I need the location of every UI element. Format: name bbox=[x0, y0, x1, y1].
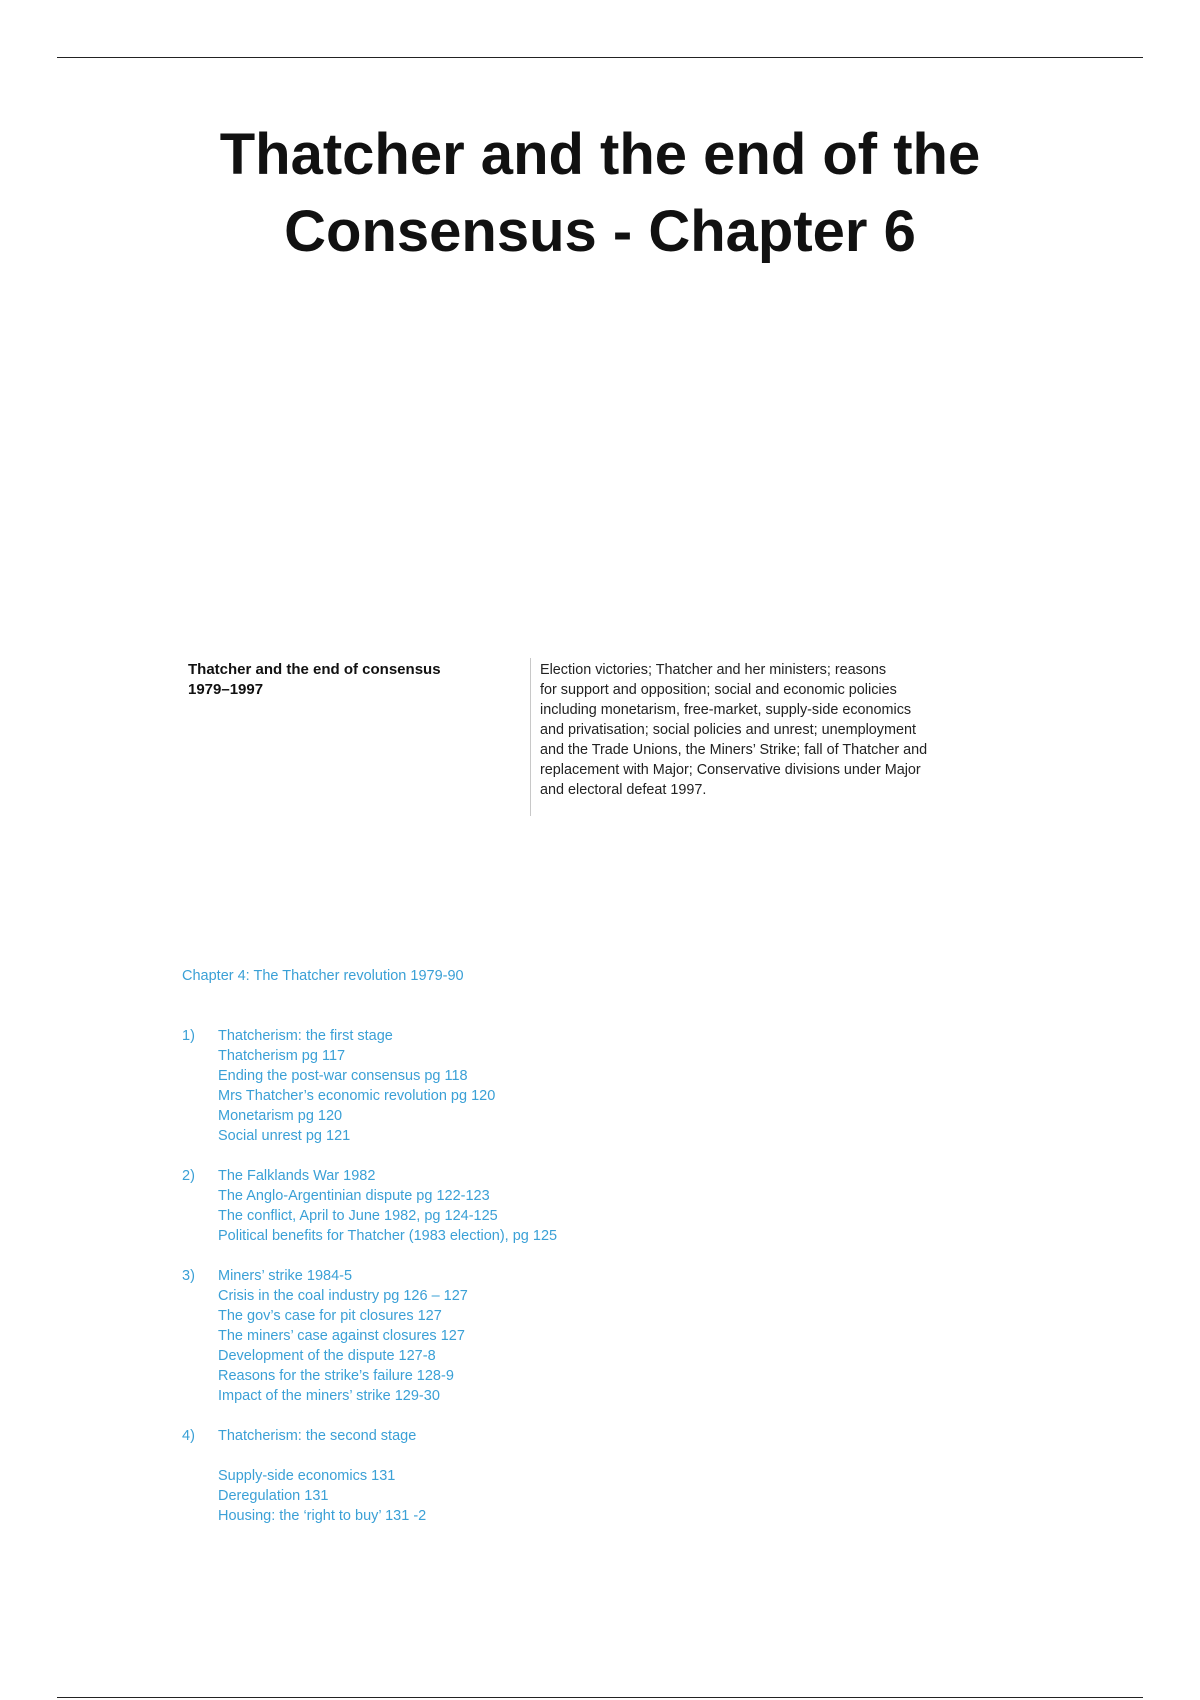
toc-item: Thatcherism pg 117 bbox=[218, 1048, 346, 1064]
toc-item: Development of the dispute 127-8 bbox=[218, 1348, 436, 1364]
toc-item: Political benefits for Thatcher (1983 election), pg 125 bbox=[218, 1228, 558, 1244]
toc-item: Impact of the miners’ strike 129-30 bbox=[218, 1388, 440, 1404]
spec-desc-line: and the Trade Unions, the Miners’ Strike; fall of Thatcher and bbox=[540, 742, 928, 758]
toc-item: Monetarism pg 120 bbox=[218, 1108, 343, 1124]
top-rule bbox=[57, 57, 1143, 58]
page-title bbox=[0, 116, 1200, 270]
title-line-1: Thatcher and the end of the bbox=[219, 122, 981, 187]
section-title: The Falklands War 1982 bbox=[218, 1168, 376, 1184]
spec-desc-line: Election victories; Thatcher and her ministers; reasons bbox=[540, 662, 887, 678]
section-number: 3) bbox=[182, 1268, 195, 1284]
toc-section-1 bbox=[182, 1026, 882, 1146]
toc-item: Mrs Thatcher’s economic revolution pg 120 bbox=[218, 1088, 496, 1104]
toc-item: Supply-side economics 131 bbox=[218, 1468, 396, 1484]
toc-section-4 bbox=[182, 1426, 882, 1526]
specification-table bbox=[186, 658, 1006, 818]
table-of-contents bbox=[182, 966, 882, 1546]
spec-description bbox=[540, 660, 1000, 800]
section-title: Miners’ strike 1984-5 bbox=[218, 1268, 353, 1284]
section-title: Thatcherism: the second stage bbox=[218, 1428, 417, 1444]
spec-desc-line: replacement with Major; Conservative divisions under Major bbox=[540, 762, 921, 778]
toc-item: Reasons for the strike’s failure 128-9 bbox=[218, 1368, 454, 1384]
toc-item: The Anglo-Argentinian dispute pg 122-123 bbox=[218, 1188, 490, 1204]
section-title: Thatcherism: the first stage bbox=[218, 1028, 393, 1044]
spec-topic bbox=[188, 660, 508, 700]
toc-item: The conflict, April to June 1982, pg 124-125 bbox=[218, 1208, 498, 1224]
section-number: 2) bbox=[182, 1168, 195, 1184]
title-line-2: Consensus - Chapter 6 bbox=[284, 199, 916, 264]
spec-desc-line: and electoral defeat 1997. bbox=[540, 782, 707, 798]
toc-item: Crisis in the coal industry pg 126 – 127 bbox=[218, 1288, 468, 1304]
toc-heading: Chapter 4: The Thatcher revolution 1979-90 bbox=[182, 968, 464, 984]
spec-desc-line: including monetarism, free-market, supply-side economics bbox=[540, 702, 912, 718]
toc-item: Social unrest pg 121 bbox=[218, 1128, 351, 1144]
toc-item: Housing: the ‘right to buy’ 131 -2 bbox=[218, 1508, 427, 1524]
spec-desc-line: for support and opposition; social and economic policies bbox=[540, 682, 897, 698]
toc-item: The miners’ case against closures 127 bbox=[218, 1328, 465, 1344]
toc-item: Ending the post-war consensus pg 118 bbox=[218, 1068, 468, 1084]
section-number: 1) bbox=[182, 1028, 195, 1044]
toc-section-2 bbox=[182, 1166, 882, 1246]
section-number: 4) bbox=[182, 1428, 195, 1444]
toc-section-3 bbox=[182, 1266, 882, 1406]
bottom-rule bbox=[57, 1697, 1143, 1698]
spec-divider bbox=[530, 658, 531, 816]
spec-desc-line: and privatisation; social policies and unrest; unemployment bbox=[540, 722, 916, 738]
spec-topic-line-2: 1979–1997 bbox=[188, 681, 264, 698]
toc-item: The gov’s case for pit closures 127 bbox=[218, 1308, 442, 1324]
toc-item: Deregulation 131 bbox=[218, 1488, 329, 1504]
spec-topic-line-1: Thatcher and the end of consensus bbox=[188, 661, 441, 678]
